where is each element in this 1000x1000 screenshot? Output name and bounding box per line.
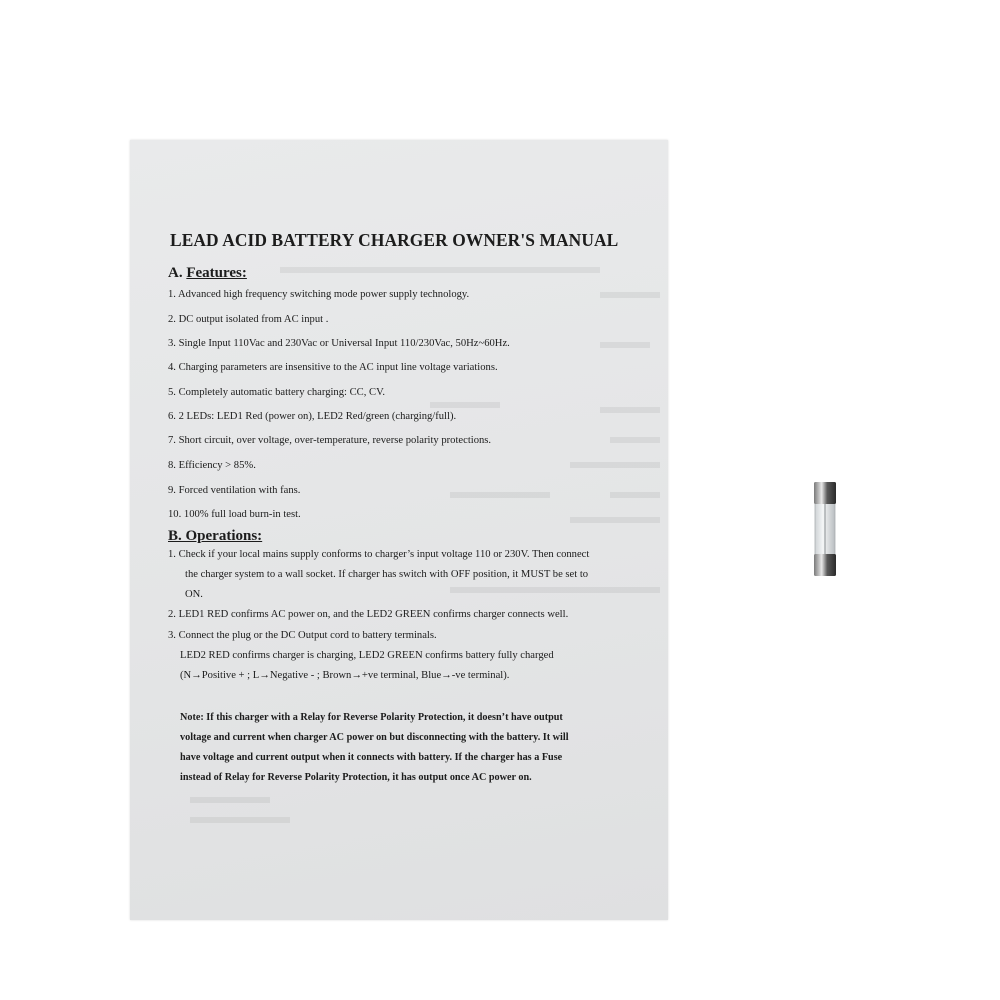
- feature-item: 4. Charging parameters are insensitive to the AC input line voltage variations.: [168, 362, 498, 373]
- operation-line: the charger system to a wall socket. If charger has switch with OFF position, it MUST be set to: [185, 569, 589, 580]
- note-line: instead of Relay for Reverse Polarity Protection, it has output once AC power on.: [180, 772, 532, 783]
- note-line: voltage and current when charger AC power on but disconnecting with the battery. It will: [180, 732, 569, 743]
- operation-line: 2. LED1 RED confirms AC power on, and the LED2 GREEN confirms charger connects well.: [168, 609, 569, 620]
- features-heading-label: Features:: [186, 265, 247, 281]
- operation-line: 3. Connect the plug or the DC Output cord to battery terminals.: [168, 630, 437, 641]
- feature-item: 2. DC output isolated from AC input .: [168, 314, 329, 325]
- glass-fuse-icon: [812, 480, 838, 578]
- operation-line: LED2 RED confirms charger is charging, LED2 GREEN confirms battery fully charged: [180, 650, 554, 661]
- operation-line: (N→Positive + ; L→Negative - ; Brown→+ve terminal, Blue→-ve terminal).: [180, 670, 510, 681]
- feature-item: 5. Completely automatic battery charging: CC, CV.: [168, 387, 386, 398]
- features-heading: [168, 265, 247, 282]
- note-line: have voltage and current output when it connects with battery. If the charger has a Fuse: [180, 752, 563, 763]
- feature-item: 10. 100% full load burn-in test.: [168, 509, 301, 520]
- note-block: [180, 708, 650, 788]
- operation-line: ON.: [185, 589, 203, 600]
- operation-line: 1. Check if your local mains supply conforms to charger’s input voltage 110 or 230V. Then connect: [168, 549, 590, 560]
- feature-item: 7. Short circuit, over voltage, over-temperature, reverse polarity protections.: [168, 435, 492, 446]
- feature-item: 8. Efficiency > 85%.: [168, 460, 256, 471]
- operations-heading: B. Operations:: [168, 528, 263, 544]
- manual-page: [130, 140, 668, 920]
- page-title: LEAD ACID BATTERY CHARGER OWNER'S MANUAL: [170, 230, 619, 250]
- feature-item: 6. 2 LEDs: LED1 Red (power on), LED2 Red/green (charging/full).: [168, 411, 457, 422]
- note-line: Note: If this charger with a Relay for Reverse Polarity Protection, it doesn’t have output: [180, 712, 563, 723]
- feature-item: 1. Advanced high frequency switching mode power supply technology.: [168, 289, 470, 300]
- feature-item: 9. Forced ventilation with fans.: [168, 485, 301, 496]
- feature-item: 3. Single Input 110Vac and 230Vac or Universal Input 110/230Vac, 50Hz~60Hz.: [168, 338, 510, 349]
- features-heading-prefix: A.: [168, 265, 183, 281]
